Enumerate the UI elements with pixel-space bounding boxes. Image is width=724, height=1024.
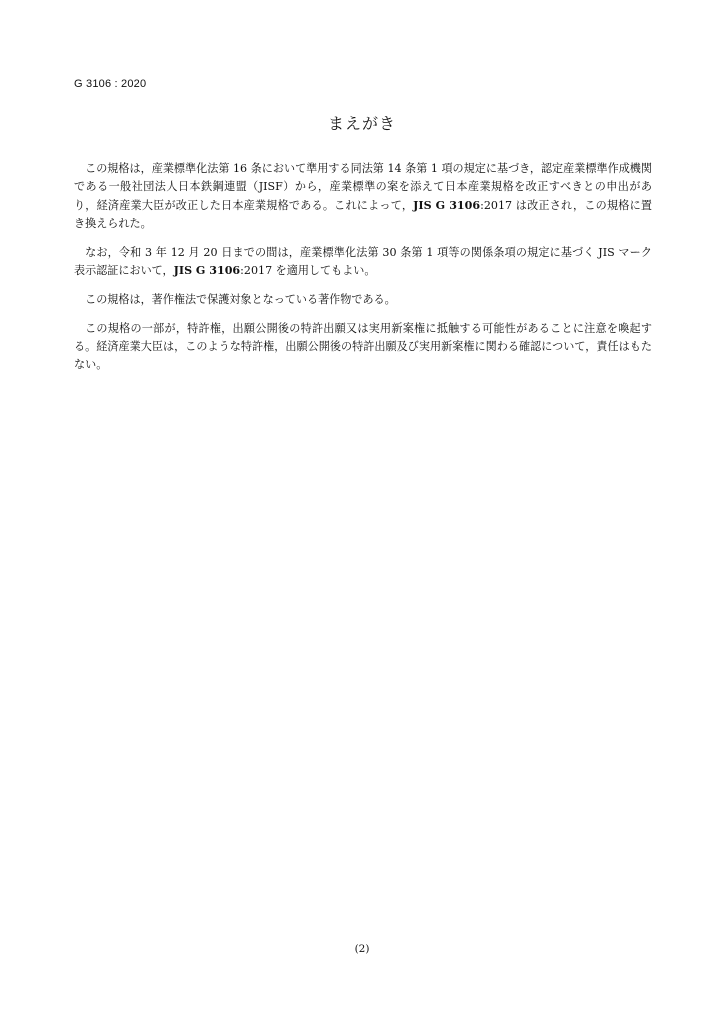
paragraph-text: なお，令和 3 年 12 月 20 日までの間は，産業標準化法第 30 条第 1 項等の関係条項の規定に基づく JIS マーク表示認証において， (74, 245, 652, 277)
paragraph-text: :2017 は改正され，この規格に置き換えられた。 (74, 198, 652, 230)
standard-reference: JIS G 3106 (173, 263, 241, 277)
paragraph-copyright (74, 291, 652, 309)
standard-code: G 3106 : 2020 (74, 78, 147, 90)
paragraph-revision (74, 160, 652, 233)
page-number: (2) (354, 943, 370, 955)
standard-reference: JIS G 3106 (413, 198, 481, 212)
paragraph-text: :2017 を適用してもよい。 (240, 263, 376, 277)
paragraph-patent-notice (74, 320, 652, 375)
paragraph-text: この規格の一部が，特許権，出願公開後の特許出願又は実用新案権に抵触する可能性があることに注意を喚起する。経済産業大臣は，このような特許権，出願公開後の特許出願及び実用新案権に関わる確認について，責任はもたない。 (74, 321, 652, 372)
paragraph-text: この規格は，産業標準化法第 16 条において準用する同法第 14 条第 1 項の規定に基づき，認定産業標準作成機関である一般社団法人日本鉄鋼連盟（JISF）から，産業標準の案を添えて日本産業規格を改正すべきとの申出があり，経済産業大臣が改正した日本産業規格である。これによって， (74, 162, 652, 212)
foreword-body (74, 160, 652, 385)
paragraph-transition (74, 244, 652, 281)
page-title: まえがき (327, 114, 396, 133)
paragraph-text: この規格は，著作権法で保護対象となっている著作物である。 (85, 292, 396, 306)
